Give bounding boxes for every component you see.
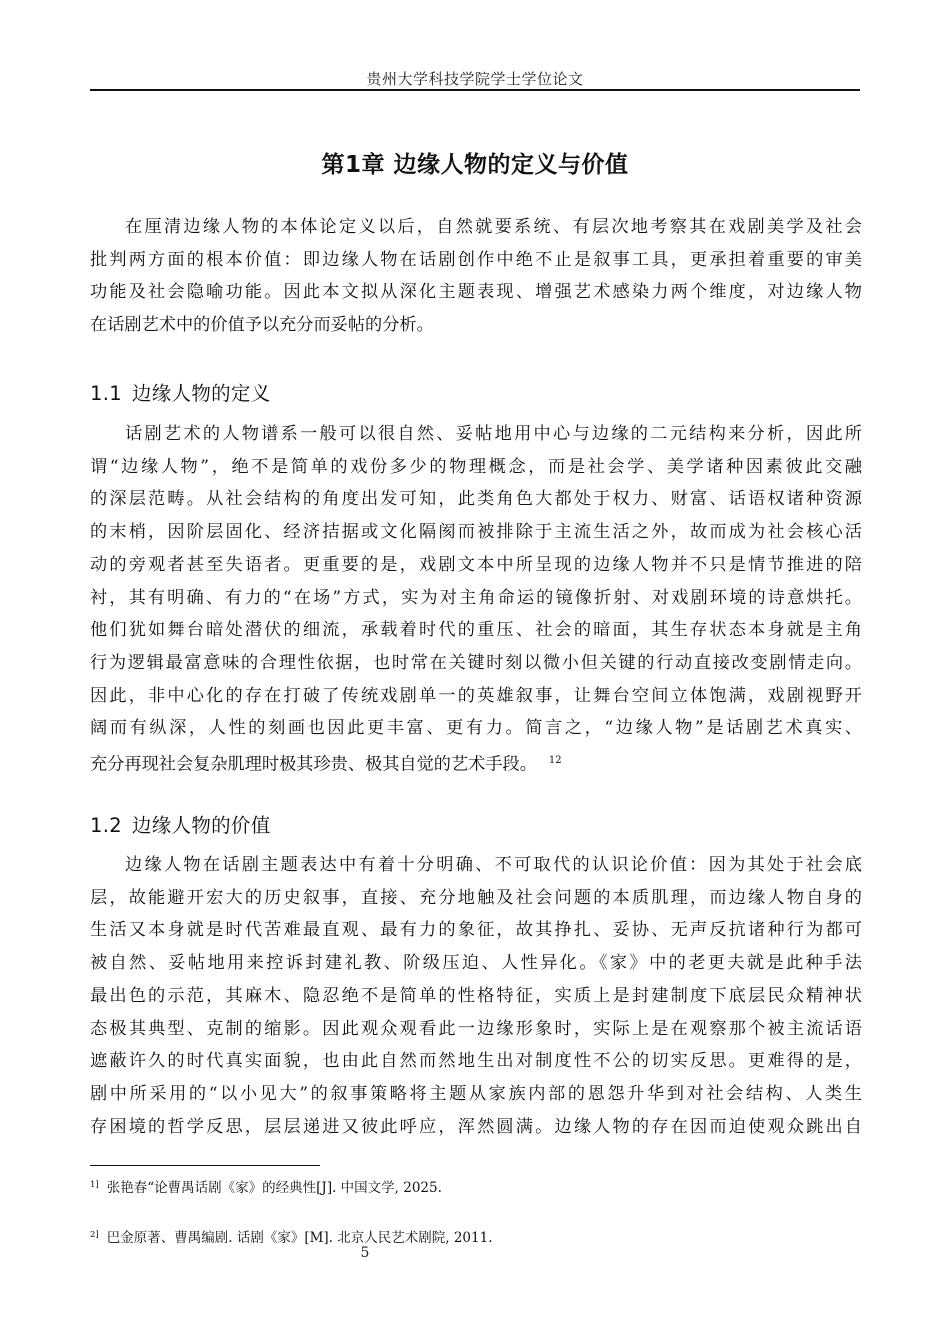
text-line-content: 充分再现社会复杂肌理时极其珍贵、极其自觉的艺术手段。	[90, 754, 537, 775]
text-line: 最出色的示范，其麻木、隐忍绝不是简单的性格特征，实质上是封建制度下底层民众精神状	[90, 985, 862, 1006]
section1-paragraph	[90, 418, 862, 781]
citation-marker: 12	[548, 755, 562, 767]
section-number: 1.1	[90, 382, 122, 405]
section-title: 边缘人物的价值	[131, 814, 271, 837]
text-line: 行为逻辑最富意味的合理性依据，也时常在关键时刻以微小但关键的行动直接改变剧情走向。	[90, 652, 862, 673]
text-line: 的末梢，因阶层固化、经济拮据或文化隔阂而被排除于主流生活之外，故而成为社会核心活	[90, 522, 862, 543]
text-line: 谓“边缘人物”，绝不是简单的戏份多少的物理概念，而是社会学、美学诸种因素彼此交融	[90, 456, 862, 477]
text-line: 话剧艺术的人物谱系一般可以很自然、妥帖地用中心与边缘的二元结构来分析，因此所	[125, 424, 862, 444]
text-line: 因此，非中心化的存在打破了传统戏剧单一的英雄叙事，让舞台空间立体饱满，戏剧视野开	[90, 685, 862, 706]
text-line: 生活又本身就是时代苦难最直观、最有力的象征，故其挣扎、妥协、无声反抗诸种行为都可	[90, 920, 862, 941]
text-line: 遮蔽许久的时代真实面貌，也由此自然而然地生出对制度性不公的切实反思。更难得的是，	[90, 1051, 862, 1072]
text-line: 衬，其有明确、有力的“在场”方式，实为对主角命运的镜像折射、对戏剧环境的诗意烘托。	[90, 587, 862, 608]
page-number: 5	[360, 1245, 370, 1261]
footnote-mark: 1]	[90, 1179, 99, 1190]
text-line: 的深层范畴。从社会结构的角度出发可知，此类角色大都处于权力、财富、话语权诸种资源	[90, 489, 862, 510]
text-line: 层，故能避开宏大的历史叙事，直接、充分地触及社会问题的本质肌理，而边缘人物自身的	[90, 887, 862, 908]
section-heading-1-2	[90, 810, 271, 838]
text-line: 阔而有纵深，人性的刻画也因此更丰富、更有力。简言之，“边缘人物”是话剧艺术真实、	[90, 718, 862, 739]
text-line: 功能及社会隐喻功能。因此本文拟从深化主题表现、增强艺术感染力两个维度，对边缘人物	[90, 282, 862, 303]
text-line: 态极其典型、克制的缩影。因此观众观看此一边缘形象时，实际上是在观察那个被主流话语	[90, 1018, 862, 1039]
chapter-title: 第1章 边缘人物的定义与价值	[321, 152, 629, 178]
section2-paragraph	[90, 849, 862, 1143]
text-line: 在厘清边缘人物的本体论定义以后，自然就要系统、有层次地考察其在戏剧美学及社会	[125, 217, 862, 237]
footnote-mark: 2]	[90, 1229, 99, 1240]
text-line: 剧中所采用的“以小见大”的叙事策略将主题从家族内部的恩怨升华到对社会结构、人类生	[90, 1083, 862, 1104]
text-line: 批判两方面的根本价值：即边缘人物在话剧创作中绝不止是叙事工具，更承担着重要的审美	[90, 249, 862, 270]
footnote-1	[90, 1176, 442, 1196]
running-header: 贵州大学科技学院学士学位论文	[366, 70, 584, 88]
text-line: 在话剧艺术中的价值予以充分而妥帖的分析。	[90, 315, 434, 336]
text-line: 被自然、妥帖地用来控诉封建礼教、阶级压迫、人性异化。《家》中的老更夫就是此种手法	[90, 953, 862, 974]
text-line: 边缘人物在话剧主题表达中有着十分明确、不可取代的认识论价值：因为其处于社会底	[125, 855, 862, 875]
text-line: 他们犹如舞台暗处潜伏的细流，承载着时代的重压、社会的暗面，其生存状态本身就是主角	[90, 620, 862, 641]
text-line: 动的旁观者甚至失语者。更重要的是，戏剧文本中所呈现的边缘人物并不只是情节推进的陪	[90, 554, 862, 575]
footnote-rule	[90, 1165, 320, 1166]
section-heading-1-1	[90, 378, 271, 406]
section-title: 边缘人物的定义	[131, 382, 271, 405]
header-rule	[90, 89, 860, 91]
footnote-text: 巴金原著、曹禺编剧. 话剧《家》[M]. 北京人民艺术剧院, 2011.	[106, 1230, 493, 1246]
section-number: 1.2	[90, 814, 122, 837]
text-line: 存困境的哲学反思，层层递进又彼此呼应，浑然圆满。边缘人物的存在因而迫使观众跳出自	[90, 1116, 862, 1137]
footnote-text: 张艳春“论曹禺话剧《家》的经典性[J]. 中国文学, 2025.	[106, 1180, 442, 1196]
footnote-2	[90, 1226, 493, 1246]
text-line	[90, 745, 862, 781]
intro-paragraph	[90, 211, 862, 342]
